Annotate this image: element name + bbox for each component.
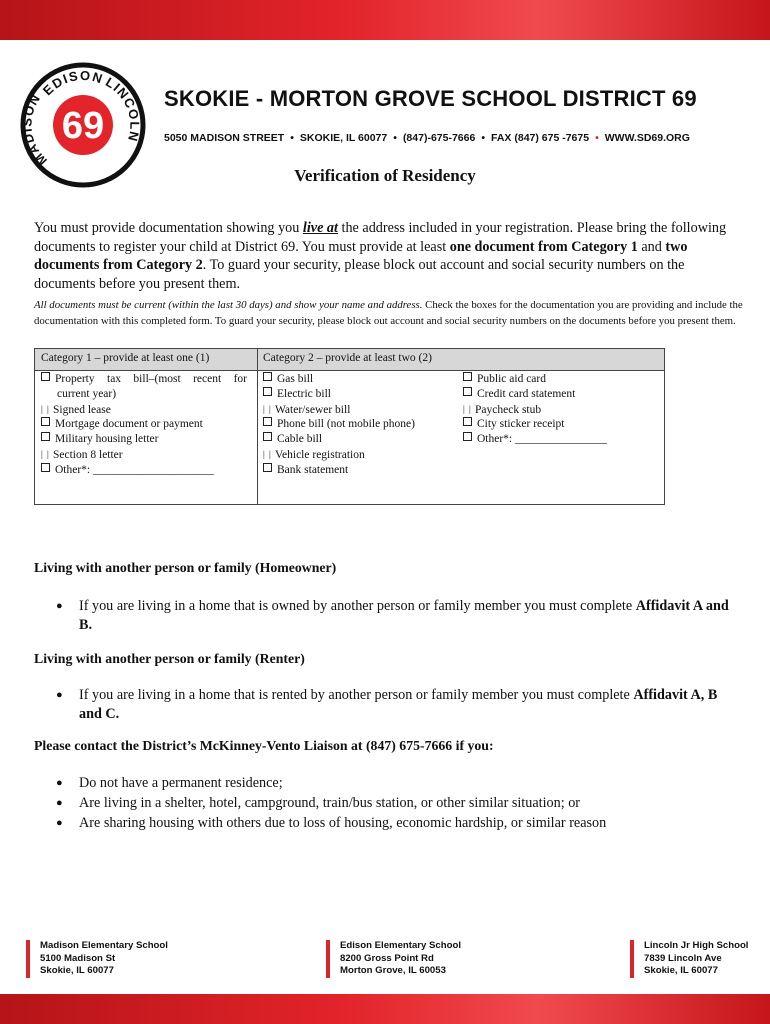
intro-text: . To guard your security, please block out account and social security numbers on the documents before you present them. [34,257,685,292]
checkbox-phone-bill[interactable] [263,417,415,432]
intro-text: and [637,238,666,255]
item-label: City sticker receipt [477,418,565,431]
top-color-band [0,0,770,40]
homeowner-list [52,597,742,635]
separator: • [595,132,599,144]
item-label: Credit card statement [477,387,576,400]
svg-text:MADISON [19,91,50,169]
checkbox-signed-lease[interactable] [41,402,247,418]
school-street: 7839 Lincoln Ave [644,952,722,964]
item-label: Section 8 letter [53,448,123,461]
logo-text-top: EDISON [39,67,106,99]
district-phone: (847)-675-7666 [402,132,476,144]
item-label: Public aid card [477,373,546,385]
liaison-heading: Please contact the District’s McKinney-Vento Liaison at (847) 675-7666 if you: [34,738,494,753]
item-label: Property tax bill–(most recent for [55,373,247,385]
checkbox-water-bill[interactable] [263,402,415,418]
checkbox-electric-bill[interactable] [263,387,415,402]
item-label: Mortgage document or payment [55,418,203,431]
item-label: Paycheck stub [475,403,542,416]
category1-header: Category 1 – provide at least one (1) [41,352,210,364]
separator: • [393,132,397,144]
district-city: SKOKIE, IL 60077 [299,132,388,144]
school-street: 8200 Gross Point Rd [340,952,434,964]
checkbox-icon[interactable]: | | [463,403,472,414]
school-name: Lincoln Jr High School [644,940,749,951]
checkbox-icon[interactable] [263,387,272,396]
checkbox-icon[interactable] [263,432,272,441]
item-label: Water/sewer bill [275,403,351,416]
category1-list [41,372,247,478]
checkbox-public-aid[interactable] [463,372,607,387]
checkbox-icon[interactable] [463,387,472,396]
list-item-text: If you are living in a home that is rented by another person or family member you must complete [79,687,634,703]
school-street: 5100 Madison St [40,952,116,964]
checkbox-icon[interactable] [41,432,50,441]
form-title: Verification of Residency [294,166,476,185]
checkbox-icon[interactable] [41,463,50,472]
homeowner-heading: Living with another person or family (Homeowner) [34,560,337,575]
checkbox-icon[interactable] [41,372,50,381]
logo-numeral: 69 [61,105,105,147]
list-item-text: If you are living in a home that is owned by another person or family member you must complete [79,598,636,614]
checkbox-icon[interactable]: | | [41,403,50,414]
item-label-continuation: current year) [57,387,117,400]
item-label: Other*: _____________________ [55,463,214,476]
list-item [52,597,742,635]
item-label: Signed lease [53,403,111,416]
list-item-text: Are living in a shelter, hotel, campground, train/bus station, or other similar situation; or [79,795,581,811]
item-label: Gas bill [277,373,314,385]
liaison-list [52,773,742,833]
bullet-icon: ● [56,817,63,829]
checkbox-icon[interactable]: | | [263,448,272,459]
list-item [52,813,742,833]
note-italic: All documents must be current (within the last 30 days) and show your name and address. [34,299,423,311]
district-website[interactable]: WWW.SD69.ORG [604,132,690,144]
district-name: SKOKIE - MORTON GROVE SCHOOL DISTRICT 69 [164,86,697,111]
list-item-text: Are sharing housing with others due to loss of housing, economic hardship, or similar reason [79,815,607,831]
renter-list [52,686,742,724]
bullet-icon: ● [56,797,63,809]
checkbox-credit-card[interactable] [463,387,607,402]
separator: • [481,132,486,144]
checkbox-bank-statement[interactable] [263,463,415,478]
item-label: Electric bill [277,387,331,400]
logo-text-right: LINCOLN [103,74,143,144]
list-item-bold: Affidavit A and B. [79,598,729,633]
bottom-color-band [0,994,770,1024]
list-item [52,686,742,724]
checkbox-gas-bill[interactable] [263,372,415,387]
checkbox-property-tax[interactable] [41,372,247,387]
checkbox-section8[interactable] [41,447,247,463]
district-contact-line [164,132,690,144]
bullet-icon: ● [56,600,63,612]
checkbox-other-cat1[interactable] [41,463,247,478]
footer-school-edison [326,940,461,978]
checkbox-mortgage[interactable] [41,417,247,432]
item-label: Vehicle registration [275,448,365,461]
checkbox-icon[interactable] [463,372,472,381]
intro-text: You must provide documentation showing you [34,220,303,236]
separator: • [290,132,294,144]
school-city: Morton Grove, IL 60053 [340,965,446,976]
item-label: Military housing letter [55,433,159,446]
intro-bold-category2: two documents from Category 2 [34,238,688,273]
documents-table [34,348,665,505]
checkbox-vehicle-registration[interactable] [263,447,415,463]
footer-school-madison [26,940,168,978]
checkbox-icon[interactable] [463,432,472,441]
checkbox-city-sticker[interactable] [463,417,607,432]
checkbox-icon[interactable] [263,417,272,426]
intro-text: the address included in your registration. Please bring the following documents to register your child at District 69. You must provide at least [34,220,727,255]
renter-heading: Living with another person or family (Renter) [34,651,305,666]
item-label: Cable bill [277,433,323,446]
school-city: Skokie, IL 60077 [644,965,718,976]
intro-emphasis: live at [302,220,338,236]
district-fax: FAX (847) 675 -7675 [491,132,590,144]
checkbox-icon[interactable] [41,417,50,426]
category2-list-right [463,372,607,447]
item-label: Other*: ________________ [477,433,608,446]
bullet-icon: ● [56,689,63,701]
bullet-icon: ● [56,777,63,789]
list-item [52,793,742,813]
intro-paragraph [34,219,746,293]
list-item-bold: Affidavit A, B and C. [79,687,718,722]
checkbox-icon[interactable] [463,417,472,426]
checkbox-icon[interactable] [263,463,272,472]
checkbox-paycheck[interactable] [463,402,607,418]
school-name: Edison Elementary School [340,940,462,951]
item-label: Phone bill (not mobile phone) [277,418,415,431]
checkbox-military[interactable] [41,432,247,447]
logo-text-left: MADISON [19,90,50,169]
column-divider [257,349,258,504]
note-text: Check the boxes for the documentation you are providing and include the documentation with this completed form. To guard your security, please block out account and social security numbers on the documents before you present them. [34,299,743,327]
intro-bold-category1: one document from Category 1 [449,238,638,255]
school-name: Madison Elementary School [40,940,168,951]
school-city: Skokie, IL 60077 [40,965,114,976]
checkbox-icon[interactable]: | | [263,403,272,414]
table-header [35,349,664,371]
list-item [52,773,742,793]
instructions-note [34,298,746,329]
district-address: 5050 MADISON STREET [164,132,285,144]
category2-header: Category 2 – provide at least two (2) [263,352,432,364]
footer-school-lincoln [630,940,748,978]
checkbox-icon[interactable] [263,372,272,381]
category2-list-left [263,372,415,478]
item-label: Bank statement [277,463,349,476]
checkbox-icon[interactable]: | | [41,448,50,459]
list-item-text: Do not have a permanent residence; [79,775,283,791]
checkbox-cable-bill[interactable] [263,432,415,447]
checkbox-other-cat2[interactable] [463,432,607,447]
